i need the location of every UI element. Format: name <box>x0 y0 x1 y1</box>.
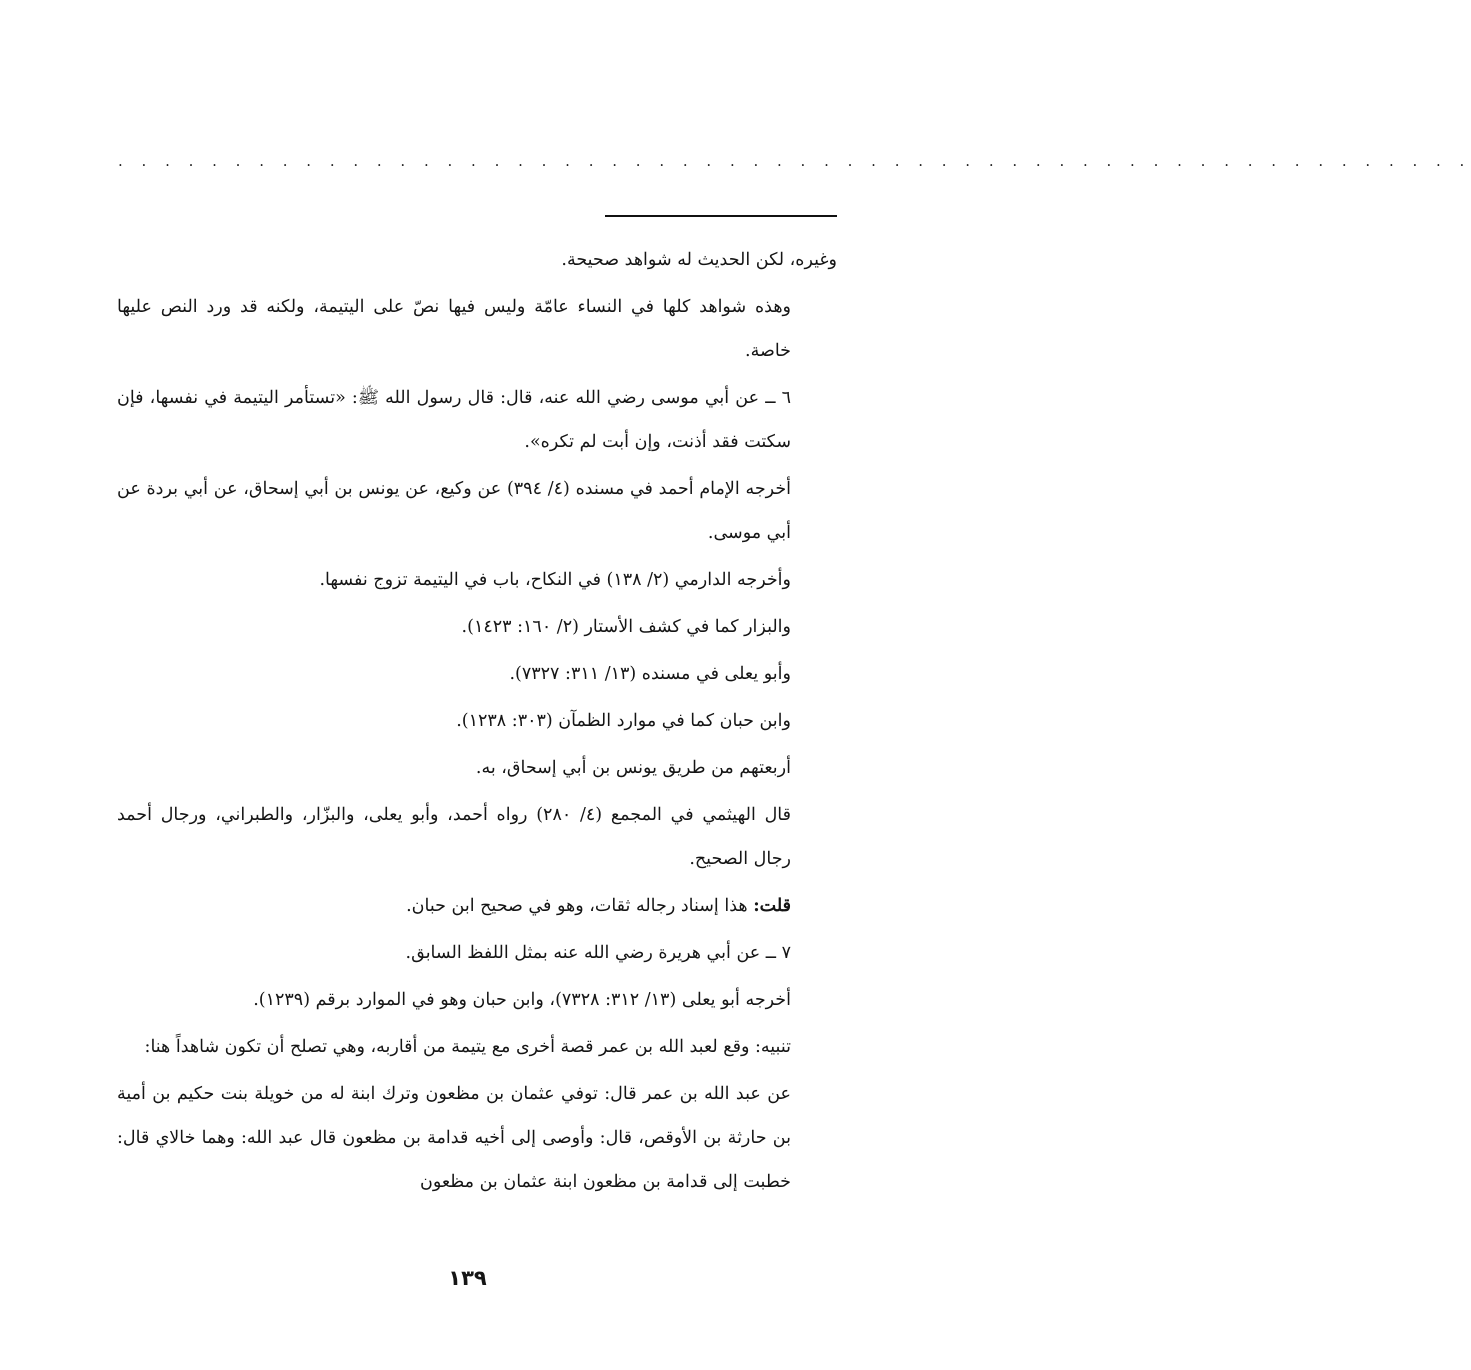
paragraph-abu-yala: وأبو يعلى في مسنده (١٣/ ٣١١: ٧٣٢٧). <box>509 664 791 684</box>
paragraph-qultu <box>117 884 837 928</box>
paragraph-darimi: وأخرجه الدارمي (٢/ ١٣٨) في النكاح، باب في اليتيمة تزوج نفسها. <box>319 570 791 590</box>
paragraph-ibn-umar: عن عبد الله بن عمر قال: توفي عثمان بن مظعون وترك ابنة له من خويلة بنت حكيم بن أمية بن حارثة بن الأوقص، قال: وأوصى إلى أخيه قدامة بن مظعون قال عبد الله: وهما خالاي قال: خطبت إلى قدامة بن مظعون ابنة عثمان بن مظعون <box>117 1084 791 1192</box>
page-number: ١٣٩ <box>448 1266 487 1290</box>
paragraph-bazzar: والبزار كما في كشف الأستار (٢/ ١٦٠: ١٤٢٣). <box>461 617 791 637</box>
paragraph-takhrij-abu-yala: أخرجه أبو يعلى (١٣/ ٣١٢: ٧٣٢٨)، وابن حبان وهو في الموارد برقم (١٢٣٩). <box>253 990 791 1010</box>
paragraph-1: وغيره، لكن الحديث له شواهد صحيحة. <box>561 250 837 270</box>
paragraph-hadith-7: ٧ ــ عن أبي هريرة رضي الله عنه بمثل اللفظ السابق. <box>405 943 791 963</box>
footnote-separator-dots: . . . . . . . . . . . . . . . . . . . . . . . . . . . . . . . . . . . . . . . . . . . . . . . . . . . . . . . . . . <box>118 152 1471 170</box>
footnote-rule <box>605 215 837 217</box>
paragraph-takhrij-ahmad: أخرجه الإمام أحمد في مسنده (٤/ ٣٩٤) عن وكيع، عن يونس بن أبي إسحاق، عن أبي بردة عن أبي موسى. <box>117 479 792 543</box>
paragraph-ibn-hibban: وابن حبان كما في موارد الظمآن (٣٠٣: ١٢٣٨). <box>456 711 791 731</box>
paragraph-arbaatuhum: أربعتهم من طريق يونس بن أبي إسحاق، به. <box>475 758 791 778</box>
qultu-label: قلت: <box>753 896 791 916</box>
paragraph-tanbih: تنبيه: وقع لعبد الله بن عمر قصة أخرى مع يتيمة من أقاربه، وهي تصلح أن تكون شاهداً هنا: <box>144 1037 791 1057</box>
body-text <box>117 238 837 1204</box>
paragraph-hadith-6: ٦ ــ عن أبي موسى رضي الله عنه، قال: قال رسول الله ﷺ: «تستأمر اليتيمة في نفسها، فإن سكتت فقد أذنت، وإن أبت لم تكره». <box>117 388 791 452</box>
paragraph-haythami: قال الهيثمي في المجمع (٤/ ٢٨٠) رواه أحمد، وأبو يعلى، والبزّار، والطبراني، ورجال أحمد رجال الصحيح. <box>117 805 791 869</box>
paragraph-2: وهذه شواهد كلها في النساء عامّة وليس فيها نصّ على اليتيمة، ولكنه قد ورد النص عليها خاصة. <box>117 297 791 361</box>
qultu-text: هذا إسناد رجاله ثقات، وهو في صحيح ابن حبان. <box>406 896 754 916</box>
